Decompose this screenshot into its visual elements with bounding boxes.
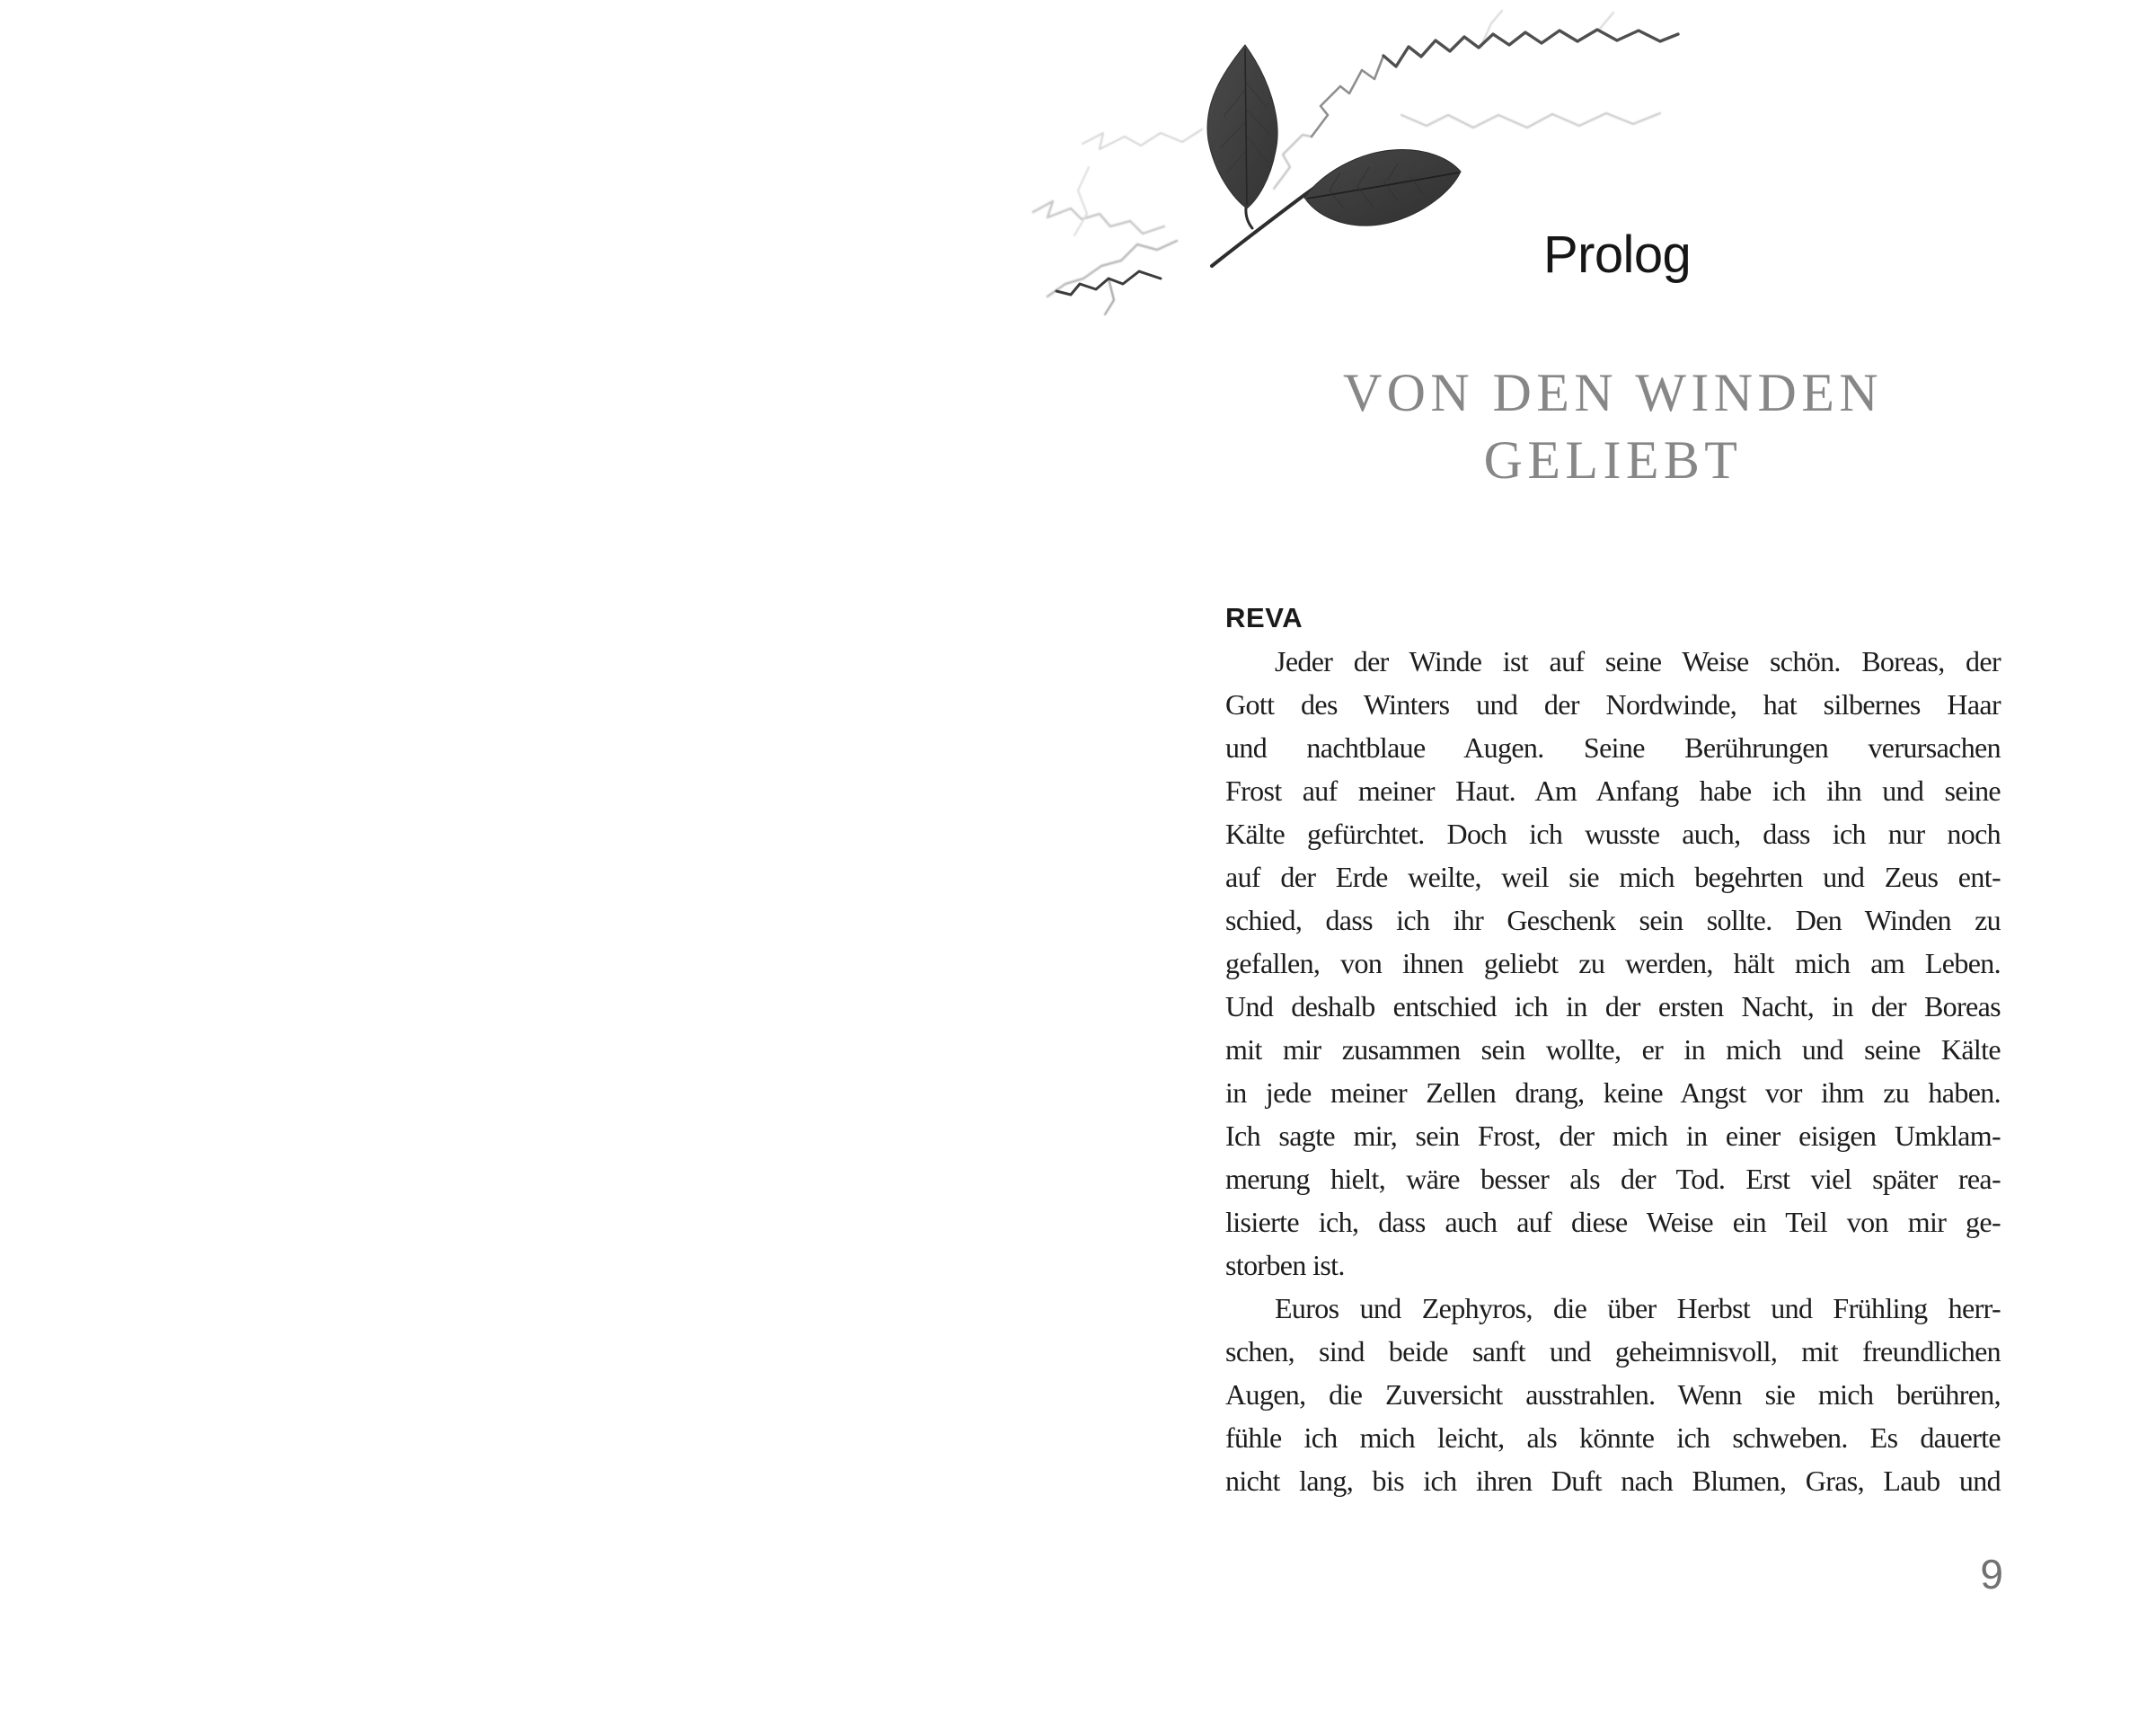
body-line: Augen, die Zuversicht ausstrahlen. Wenn sie mich berühren, — [1225, 1378, 2001, 1411]
skeleton-leaf-right — [1304, 150, 1461, 226]
body-line: auf der Erde weilte, weil sie mich begehrten und Zeus ent- — [1225, 861, 2001, 893]
page-number: 9 — [1980, 1551, 2003, 1598]
body-line: merung hielt, wäre besser als der Tod. Erst viel später rea- — [1225, 1163, 2001, 1195]
chapter-title-line-2: GELIEBT — [1483, 430, 1743, 490]
twig-stem — [1212, 186, 1317, 266]
body-line: in jede meiner Zellen drang, keine Angst vor ihm zu haben. — [1225, 1076, 2001, 1109]
body-line: gefallen, von ihnen geliebt zu werden, hält mich am Leben. — [1225, 947, 2001, 979]
body-text — [1225, 640, 2001, 1502]
skeleton-leaf-upright — [1207, 45, 1277, 208]
body-line: mit mir zusammen sein wollte, er in mich und seine Kälte — [1225, 1033, 2001, 1066]
section-heading: REVA — [1225, 602, 1303, 633]
body-line: Frost auf meiner Haut. Am Anfang habe ich ihn und seine — [1225, 774, 2001, 807]
twig-and-leaves — [1207, 45, 1461, 266]
chapter-title — [1225, 359, 2001, 494]
body-line: Euros und Zephyros, die über Herbst und Frühling herr- — [1275, 1292, 2001, 1324]
chapter-title-line-1: VON DEN WINDEN — [1342, 363, 1884, 422]
body-line: lisierte ich, dass auch auf diese Weise ein Teil von mir ge- — [1225, 1206, 2001, 1238]
chapter-kicker: Prolog — [1543, 226, 1692, 284]
body-line: schied, dass ich ihr Geschenk sein sollte. Den Winden zu — [1225, 904, 2001, 936]
body-line: Jeder der Winde ist auf seine Weise schön. Boreas, der — [1275, 645, 2001, 677]
body-line: Kälte gefürchtet. Doch ich wusste auch, dass ich nur noch — [1225, 818, 2001, 850]
body-line: fühle ich mich leicht, als könnte ich schweben. Es dauerte — [1225, 1421, 2001, 1454]
leaf-petiole — [1246, 208, 1252, 228]
body-line: Und deshalb entschied ich in der ersten Nacht, in der Boreas — [1225, 990, 2001, 1022]
body-line: nicht lang, bis ich ihren Duft nach Blumen, Gras, Laub und — [1225, 1465, 2001, 1497]
body-column — [1225, 597, 2001, 1502]
body-line: schen, sind beide sanft und geheimnisvoll, mit freundlichen — [1225, 1335, 2001, 1367]
body-line: Ich sagte mir, sein Frost, der mich in einer eisigen Umklam- — [1225, 1120, 2001, 1152]
body-line: storben ist. — [1225, 1249, 1345, 1281]
body-line: Gott des Winters und der Nordwinde, hat silbernes Haar — [1225, 688, 2001, 721]
body-line: und nachtblaue Augen. Seine Berührungen verursachen — [1225, 731, 2001, 764]
